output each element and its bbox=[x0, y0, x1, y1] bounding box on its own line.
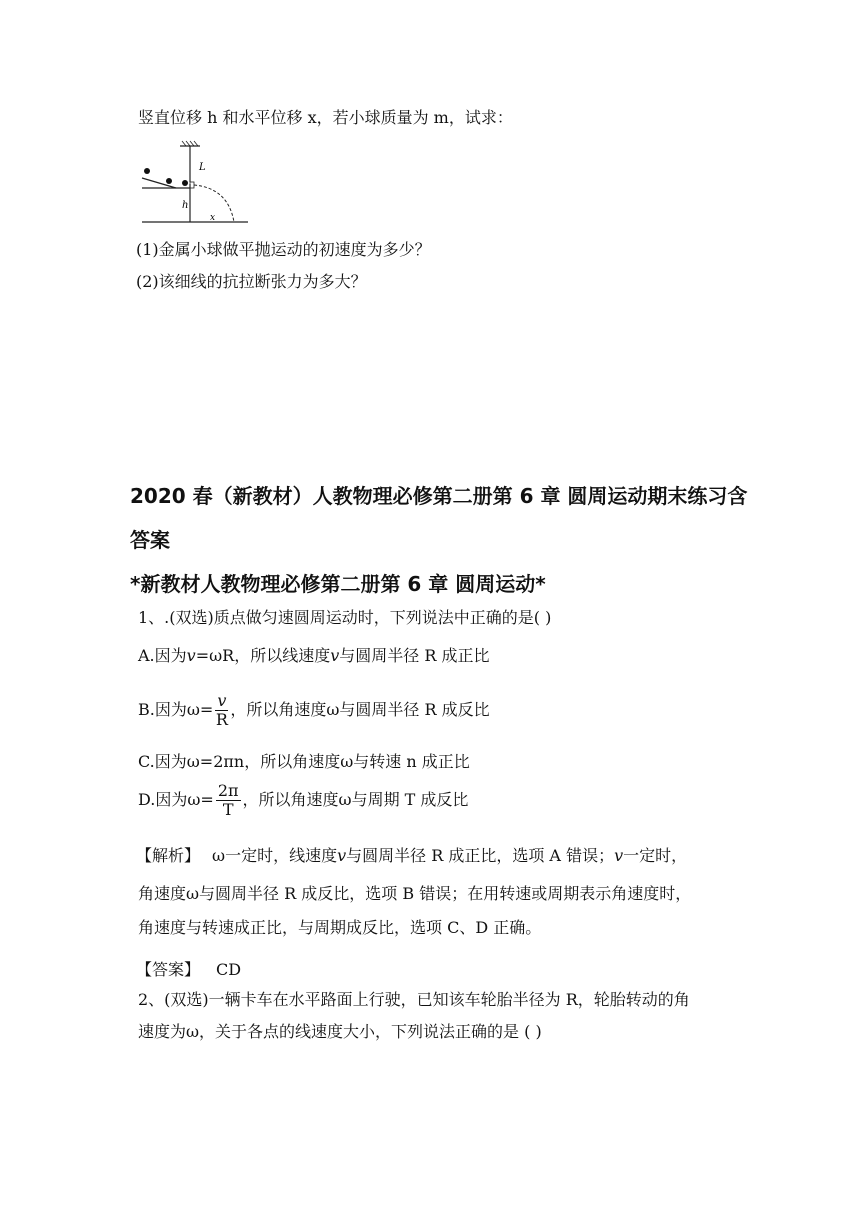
label-L: L bbox=[199, 162, 206, 173]
opt-a-v2: v bbox=[330, 646, 340, 665]
answer-line bbox=[136, 960, 241, 980]
analysis-label: 【解析】 bbox=[136, 846, 201, 865]
opt-a-v: v bbox=[186, 646, 196, 665]
doc-title-line2: 答案 bbox=[130, 528, 170, 552]
analysis-line-1 bbox=[136, 846, 687, 866]
analysis-l1-v: v bbox=[337, 846, 347, 865]
opt-d-prefix: D.因为ω= bbox=[138, 790, 214, 809]
analysis-line-2: 角速度ω与圆周半径 R 成反比，选项 B 错误；在用转速或周期表示角速度时， bbox=[138, 884, 692, 903]
q1-stem: 1、.(双选)质点做匀速圆周运动时，下列说法中正确的是( ) bbox=[138, 608, 552, 627]
analysis-l1-v2: v bbox=[614, 846, 624, 865]
intro-line: 竖直位移 h 和水平位移 x，若小球质量为 m，试求： bbox=[138, 108, 513, 127]
analysis-l1-c: 一定时， bbox=[623, 846, 688, 865]
q1-option-a bbox=[138, 646, 490, 666]
opt-b-suffix: ，所以角速度ω与圆周半径 R 成反比 bbox=[230, 700, 490, 719]
label-x: x bbox=[210, 213, 216, 223]
subtitle: *新教材人教物理必修第二册第 6 章 圆周运动* bbox=[130, 572, 546, 596]
q2-line-1: 2、(双选)一辆卡车在水平路面上行驶，已知该车轮胎半径为 R，轮胎转动的角 bbox=[138, 990, 690, 1009]
analysis-line-3: 角速度与转速成正比，与周期成反比，选项 C、D 正确。 bbox=[138, 918, 542, 937]
opt-d-num: 2π bbox=[217, 781, 239, 800]
opt-b-prefix: B.因为ω= bbox=[138, 700, 214, 719]
question-2: (2)该细线的抗拉断张力为多大？ bbox=[136, 272, 367, 291]
opt-d-suffix: ，所以角速度ω与周期 T 成反比 bbox=[242, 790, 469, 809]
q1-option-d bbox=[138, 782, 468, 819]
opt-b-num: v bbox=[217, 691, 227, 710]
question-1: (1)金属小球做平抛运动的初速度为多少？ bbox=[136, 240, 431, 259]
opt-a-prefix: A.因为 bbox=[138, 646, 187, 665]
q2-line-2: 速度为ω，关于各点的线速度大小，下列说法正确的是 ( ) bbox=[138, 1022, 542, 1041]
analysis-l1-b: 与圆周半径 R 成正比，选项 A 错误； bbox=[346, 846, 615, 865]
label-h: h bbox=[182, 200, 189, 211]
answer-value: CD bbox=[216, 960, 242, 979]
opt-a-suffix: 与圆周半径 R 成正比 bbox=[339, 646, 490, 665]
opt-b-den: R bbox=[215, 710, 228, 729]
opt-d-fraction bbox=[216, 782, 241, 819]
answer-label: 【答案】 bbox=[136, 960, 201, 979]
q1-option-c: C.因为ω=2πn，所以角速度ω与转速 n 成正比 bbox=[138, 752, 470, 771]
analysis-l1-a: ω一定时，线速度 bbox=[212, 846, 338, 865]
physics-figure bbox=[136, 138, 256, 228]
opt-b-fraction bbox=[215, 692, 228, 729]
opt-d-den: T bbox=[222, 800, 234, 819]
q1-option-b bbox=[138, 692, 490, 729]
opt-a-mid: =ωR，所以线速度 bbox=[195, 646, 331, 665]
doc-title-line1: 2020 春（新教材）人教物理必修第二册第 6 章 圆周运动期末练习含 bbox=[130, 484, 748, 508]
